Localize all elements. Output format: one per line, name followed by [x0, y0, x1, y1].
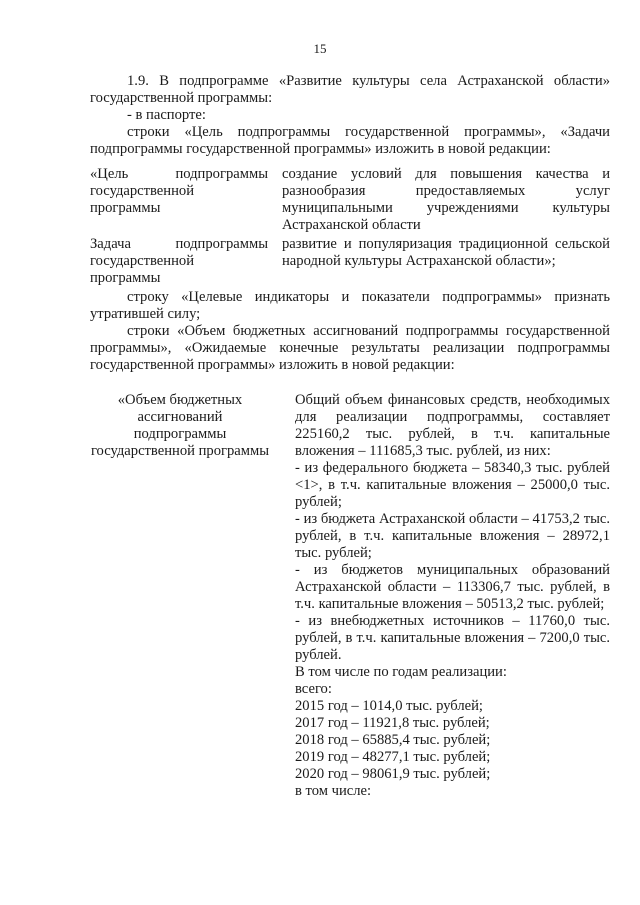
budget-source: - из бюджетов муниципальных образований Астраханской области – 113306,7 тыс. рублей, в т.ч. капитальные вложения – 50513,2 тыс. рублей;	[295, 562, 610, 612]
budget-source: - из федерального бюджета – 58340,3 тыс. рублей <1>, в т.ч. капитальные вложения – 25000,0 тыс. рублей;	[295, 460, 610, 510]
middle-paragraph-1: строку «Целевые индикаторы и показатели подпрограммы» признать утратившей силу;	[90, 289, 610, 322]
table1-value: развитие и популяризация традиционной сельской народной культуры Астраханской области»;	[282, 236, 610, 269]
table1-row-goal	[90, 166, 610, 236]
intro-paragraph-3: строки «Цель подпрограммы государственной программы», «Задачи подпрограммы государственной программы» изложить в новой редакции:	[90, 124, 610, 157]
budget-total: Общий объем финансовых средств, необходимых для реализации подпрограммы, составляет 225160,2 тыс. рублей, в т.ч. капитальные вложения – 111685,3 тыс. рублей, из них:	[295, 392, 610, 459]
intro-section	[90, 73, 610, 158]
year-line: 2015 год – 1014,0 тыс. рублей;	[295, 698, 483, 714]
year-line: 2018 год – 65885,4 тыс. рублей;	[295, 732, 491, 748]
by-years-title: В том числе по годам реализации:	[295, 664, 507, 680]
table2-label: «Объем бюджетных ассигнований подпрограммы государственной программы	[90, 392, 270, 459]
middle-paragraph-2: строки «Объем бюджетных ассигнований подпрограммы государственной программы», «Ожидаемые конечные результаты реализации подпрограммы государственной программы» изложить в новой редакции:	[90, 323, 610, 373]
budget-source: - из внебюджетных источников – 11760,0 тыс. рублей, в т.ч. капитальные вложения – 7200,0 тыс. рублей.	[295, 613, 610, 663]
page-number: 15	[313, 41, 327, 56]
total-label: всего:	[295, 681, 332, 697]
year-line: 2020 год – 98061,9 тыс. рублей;	[295, 766, 491, 782]
table1-label: Задача подпрограммы государственной программы	[90, 236, 268, 286]
table1-value: создание условий для повышения качества и разнообразия предоставляемых услуг муниципальными учреждениями культуры Астраханской области	[282, 166, 610, 233]
table1-label: «Цель подпрограммы государственной программы	[90, 166, 268, 216]
intro-paragraph-1: 1.9. В подпрограмме «Развитие культуры села Астраханской области» государственной программы:	[90, 73, 610, 106]
budget-source: - из бюджета Астраханской области – 41753,2 тыс. рублей, в т.ч. капитальные вложения – 28972,1 тыс. рублей;	[295, 511, 610, 561]
table1-row-task	[90, 236, 610, 288]
table2-row-budget	[90, 392, 610, 832]
year-line: 2019 год – 48277,1 тыс. рублей;	[295, 749, 491, 765]
including-label: в том числе:	[295, 783, 372, 799]
year-line: 2017 год – 11921,8 тыс. рублей;	[295, 715, 490, 731]
middle-section	[90, 289, 610, 374]
intro-paragraph-2: - в паспорте:	[127, 107, 206, 123]
table2-value	[295, 392, 610, 800]
